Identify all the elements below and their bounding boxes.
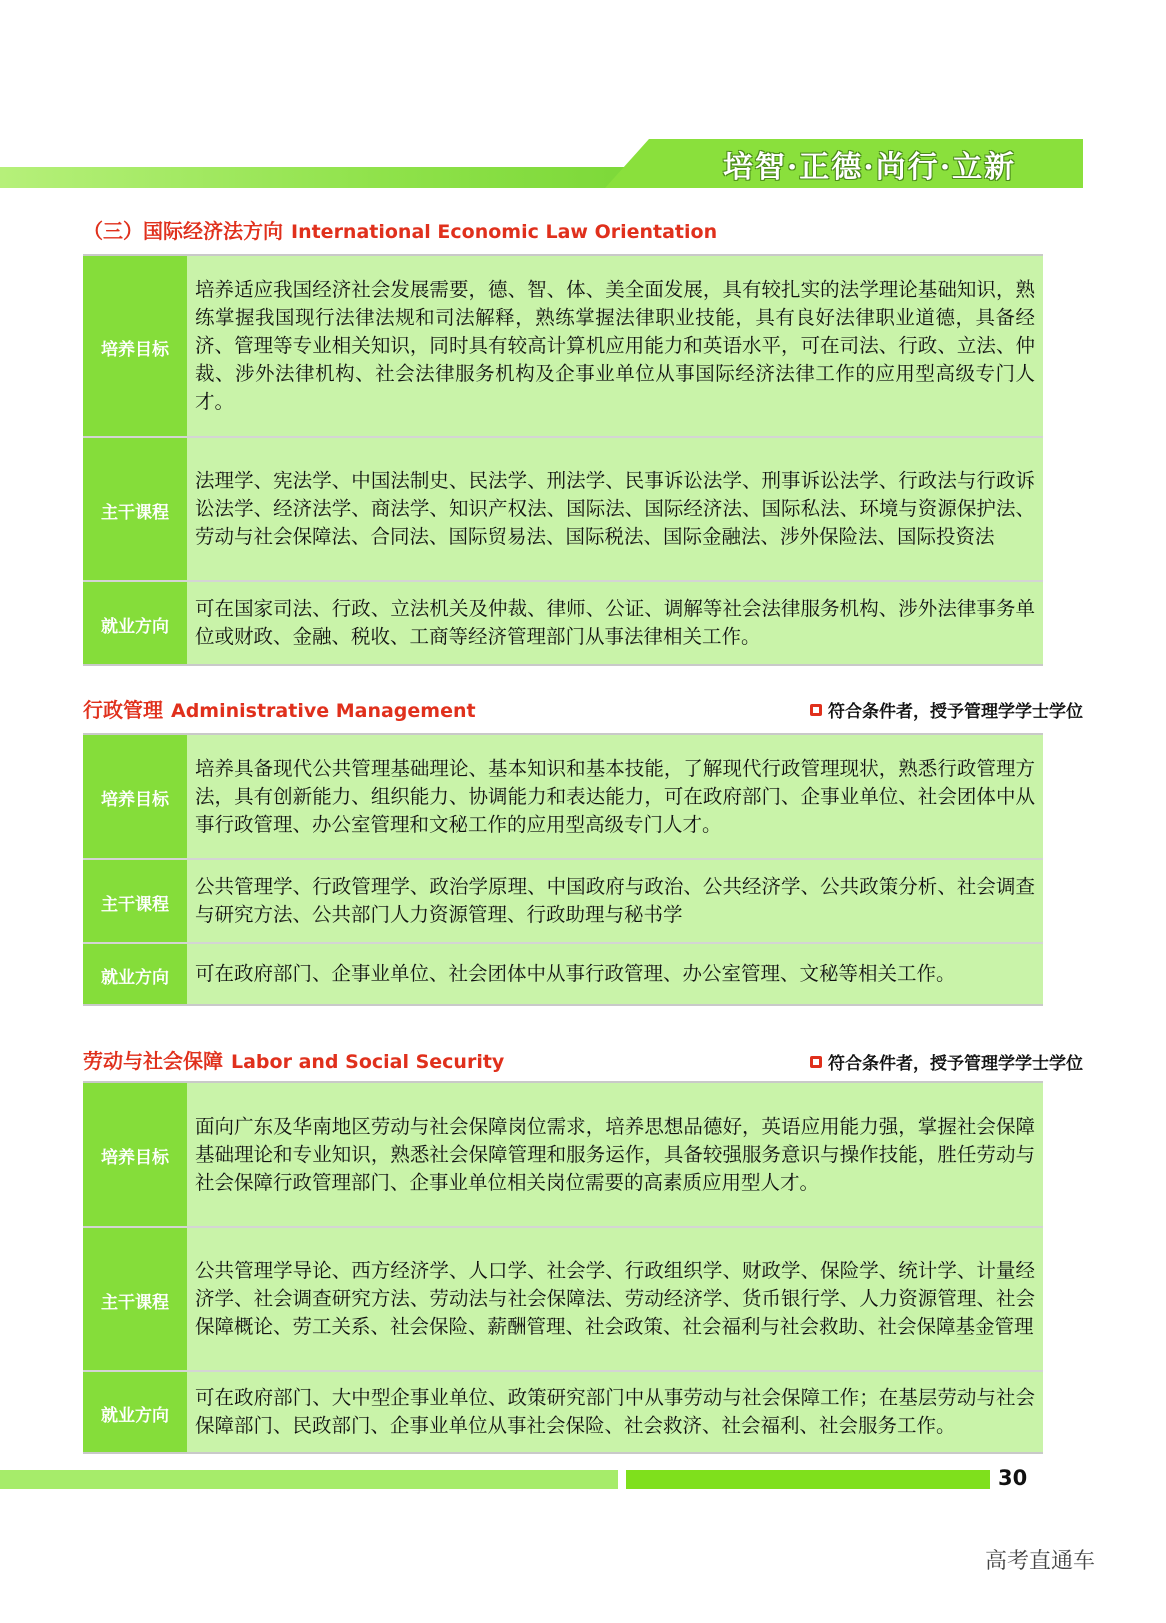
row-text-body: 培养适应我国经济社会发展需要，德、智、体、美全面发展，具有较扎实的法学理论基础知识，熟练掌握我国现行法律法规和司法解释，熟练掌握法律职业技能，具有良好法律职业道德，具备经济、管理等专业相关知识，同时具有较高计算机应用能力和英语水平，可在司法、行政、立法、仲裁、涉外法律机构、社会法律服务机构及企事业单位从事国际经济法律工作的应用型高级专门人才。	[195, 278, 1035, 413]
section-title-en: International Economic Law Orientation	[291, 221, 718, 243]
section-title-cn: （三）国际经济法方向	[83, 219, 283, 243]
table-row-courses	[83, 858, 1043, 942]
degree-note-labor-social-security	[810, 1049, 1083, 1074]
row-label: 主干课程	[83, 860, 187, 942]
row-text	[187, 1083, 1043, 1226]
bullet-box-icon	[810, 704, 822, 716]
row-text	[187, 735, 1043, 858]
row-text	[187, 582, 1043, 664]
row-label: 培养目标	[83, 735, 187, 858]
table-row-courses	[83, 1226, 1043, 1370]
table-row-goal	[83, 256, 1043, 436]
program-table-intl-econ-law	[83, 254, 1043, 666]
row-text	[187, 1372, 1043, 1452]
table-row-employment	[83, 580, 1043, 664]
section-title-intl-econ-law	[83, 215, 717, 244]
row-label: 就业方向	[83, 582, 187, 664]
table-row-goal	[83, 1083, 1043, 1226]
section-title-labor-social-security	[83, 1045, 504, 1074]
row-text	[187, 944, 1043, 1004]
program-table-admin-mgmt	[83, 733, 1043, 1006]
section-title-cn: 行政管理	[83, 698, 163, 722]
row-text	[187, 860, 1043, 942]
watermark: 高考直通车	[985, 1549, 1096, 1574]
table-row-employment	[83, 942, 1043, 1004]
table-row-goal	[83, 735, 1043, 858]
footer-stripe-right	[626, 1470, 990, 1489]
row-label: 就业方向	[83, 944, 187, 1004]
row-label: 培养目标	[83, 1083, 187, 1226]
header-motto-container	[656, 139, 1083, 188]
row-text-body: 可在政府部门、大中型企事业单位、政策研究部门中从事劳动与社会保障工作；在基层劳动与社会保障部门、民政部门、企事业单位从事社会保险、社会救济、社会福利、社会服务工作。	[195, 1386, 1035, 1437]
page-number: 30	[998, 1466, 1028, 1490]
row-label: 就业方向	[83, 1372, 187, 1452]
header-stripe	[0, 167, 640, 188]
motto-text: 培智·正德·尚行·立新	[722, 149, 1017, 185]
table-row-employment	[83, 1370, 1043, 1452]
section-title-en: Administrative Management	[171, 700, 476, 722]
row-text-body: 公共管理学导论、西方经济学、人口学、社会学、行政组织学、财政学、保险学、统计学、计量经济学、社会调查研究方法、劳动法与社会保障法、劳动经济学、货币银行学、人力资源管理、社会保障概论、劳工关系、社会保险、薪酬管理、社会政策、社会福利与社会救助、社会保障基金管理	[195, 1259, 1035, 1338]
row-text-body: 法理学、宪法学、中国法制史、民法学、刑法学、民事诉讼法学、刑事诉讼法学、行政法与行政诉讼法学、经济法学、商法学、知识产权法、国际法、国际经济法、国际私法、环境与资源保护法、劳动与社会保障法、合同法、国际贸易法、国际税法、国际金融法、涉外保险法、国际投资法	[195, 469, 1035, 548]
row-label: 培养目标	[83, 256, 187, 436]
row-text-body: 可在国家司法、行政、立法机关及仲裁、律师、公证、调解等社会法律服务机构、涉外法律事务单位或财政、金融、税收、工商等经济管理部门从事法律相关工作。	[195, 597, 1035, 648]
section-title-cn: 劳动与社会保障	[83, 1049, 223, 1073]
row-text-body: 培养具备现代公共管理基础理论、基本知识和基本技能，了解现代行政管理现状，熟悉行政管理方法，具有创新能力、组织能力、协调能力和表达能力，可在政府部门、企事业单位、社会团体中从事行政管理、办公室管理和文秘工作的应用型高级专门人才。	[195, 756, 1035, 836]
bullet-box-icon	[810, 1056, 822, 1068]
row-label: 主干课程	[83, 438, 187, 580]
degree-note-text: 符合条件者，授予管理学学士学位	[828, 1054, 1083, 1074]
degree-note-admin-mgmt	[810, 697, 1083, 722]
program-table-labor-social-security	[83, 1081, 1043, 1454]
degree-note-text: 符合条件者，授予管理学学士学位	[828, 702, 1083, 722]
row-text	[187, 1228, 1043, 1370]
footer-stripe-left	[0, 1470, 618, 1489]
section-title-en: Labor and Social Security	[231, 1051, 505, 1073]
table-row-courses	[83, 436, 1043, 580]
row-text-body: 可在政府部门、企事业单位、社会团体中从事行政管理、办公室管理、文秘等相关工作。	[195, 962, 956, 985]
row-text-body: 公共管理学、行政管理学、政治学原理、中国政府与政治、公共经济学、公共政策分析、社会调查与研究方法、公共部门人力资源管理、行政助理与秘书学	[195, 875, 1035, 926]
row-text	[187, 256, 1043, 436]
row-text	[187, 438, 1043, 580]
row-text-body: 面向广东及华南地区劳动与社会保障岗位需求，培养思想品德好，英语应用能力强，掌握社会保障基础理论和专业知识，熟悉社会保障管理和服务运作，具备较强服务意识与操作技能，胜任劳动与社会保障行政管理部门、企事业单位相关岗位需要的高素质应用型人才。	[195, 1114, 1035, 1194]
row-label: 主干课程	[83, 1228, 187, 1370]
section-title-admin-mgmt	[83, 694, 476, 723]
